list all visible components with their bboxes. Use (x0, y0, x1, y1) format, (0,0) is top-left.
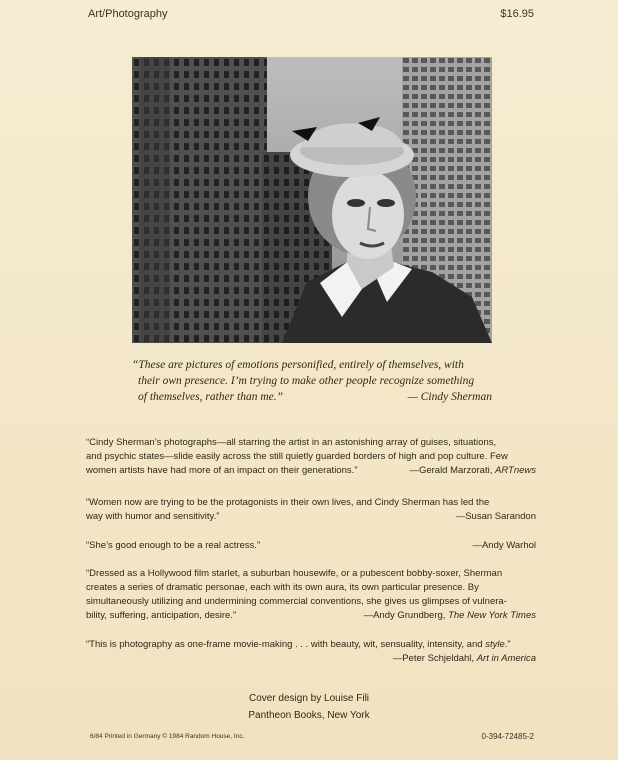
cover-photo (132, 57, 492, 343)
blurb-line: creates a series of dramatic personae, each with its own aura, its own particular presence. By (86, 582, 479, 593)
blurb-line: “She’s good enough to be a real actress.” —Andy Warhol (86, 540, 536, 551)
review-blurb (86, 496, 536, 524)
quote-line: of themselves, rather than me.” — Cindy Sherman (138, 391, 492, 403)
blurb-source: —Gerald Marzorati, ARTnews (409, 465, 536, 476)
blurb-line: “Women now are trying to be the protagonists in their own lives, and Cindy Sherman has led the (86, 497, 490, 508)
review-blurb (86, 638, 536, 666)
blurb-line: “Cindy Sherman’s photographs—all starring the artist in an astonishing array of guises, situations, (86, 437, 497, 448)
blurb-line: women artists have had more of an impact on their generations.” —Gerald Marzorati, ARTnews (86, 465, 536, 476)
printing-info: 6/84 Printed in Germany © 1984 Random House, Inc. (90, 733, 245, 740)
quote-line: their own presence. I’m trying to make other people recognize something (138, 375, 475, 387)
review-blurb (86, 567, 536, 623)
quote-attribution: — Cindy Sherman (407, 391, 492, 403)
blurb-line: way with humor and sensitivity.” —Susan Sarandon (86, 511, 536, 522)
blurb-line: and psychic states—slide easily across the still quietly guarded borders of high and pop culture. Few (86, 451, 508, 462)
blurb-source: —Peter Schjeldahl, Art in America (392, 653, 536, 664)
review-blurb (86, 436, 536, 478)
blurb-line: “This is photography as one-frame movie-making . . . with beauty, wit, sensuality, intensity, and style.” (86, 639, 511, 650)
review-blurb (86, 539, 536, 553)
blurb-source: —Andy Grundberg, The New York Times (363, 610, 536, 621)
blurb-line: simultaneously utilizing and undermining commercial conventions, she gives us glimpses of vulnera- (86, 596, 507, 607)
publisher-credit: Pantheon Books, New York (248, 710, 370, 721)
artist-quote (132, 357, 494, 405)
category-label: Art/Photography (88, 8, 168, 20)
blurb-source: —Andy Warhol (472, 540, 536, 551)
blurb-line: “Dressed as a Hollywood film starlet, a suburban housewife, or a pubescent bobby-soxer, Sherman (86, 568, 503, 579)
blurb-source: —Susan Sarandon (455, 511, 536, 522)
cover-design-credit: Cover design by Louise Fili (248, 693, 370, 704)
isbn: 0-394-72485-2 (481, 732, 534, 741)
quote-line: “These are pictures of emotions personified, entirely of themselves, with (132, 359, 464, 371)
blurb-line: bility, suffering, anticipation, desire.” —Andy Grundberg, The New York Times (86, 610, 536, 621)
portrait-photo-icon (132, 57, 492, 343)
price-label: $16.95 (500, 8, 534, 20)
